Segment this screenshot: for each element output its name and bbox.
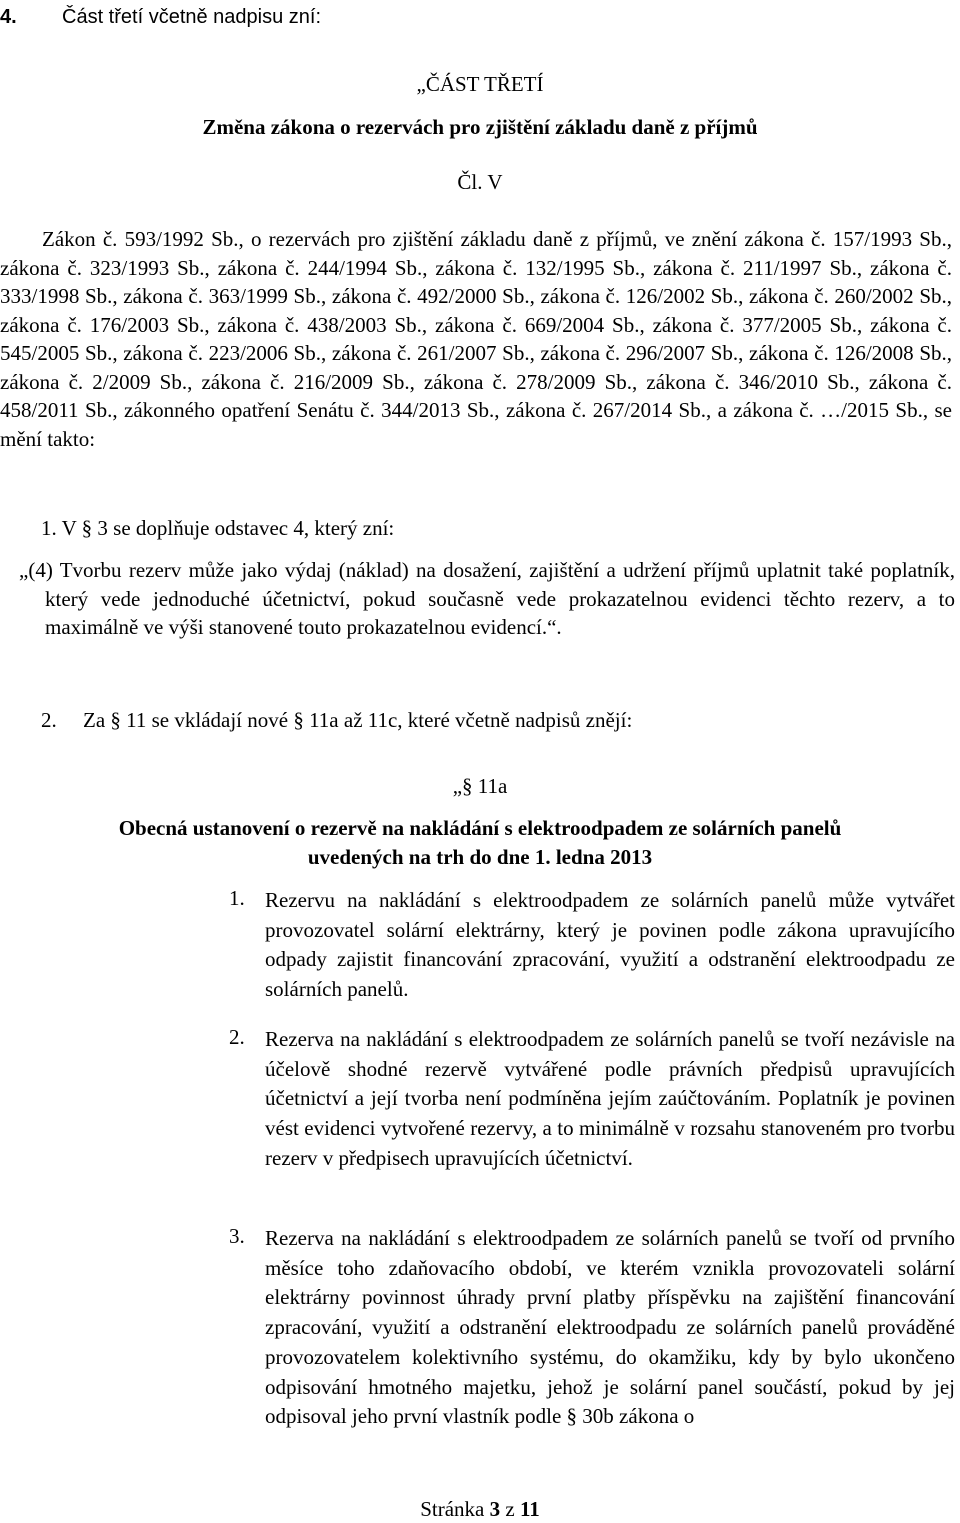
part-title: „ČÁST TŘETÍ — [416, 72, 544, 96]
article-number: Čl. V — [457, 170, 503, 194]
point-1-quote: „(4) Tvorbu rezerv může jako výdaj (náklad) na dosažení, zajištění a udržení příjmů uplatnit také poplatník, který vede jednoduché účetnictví, pokud současně vede prokazatelnou evidenci těchto rezerv, a to maximálně ve výši stanovené touto prokazatelnou evidencí.“. — [19, 558, 955, 639]
section-title: „§ 11a — [452, 774, 508, 798]
item-text: Rezerva na nakládání s elektroodpadem ze solárních panelů se tvoří nezávisle na účelově shodné rezervě vytvářené podle právních předpisů upravujících účetnictví a její tvorba není podmíněna jejím zaúčtováním. Poplatník je povinen vést evidenci vytvořené rezervy, a to minimálně v rozsahu stanoveném pro tvorbu rezerv v předpisech upravujících účetnictví. — [265, 1027, 955, 1170]
item-number: 1. — [229, 886, 245, 910]
footer-page-number: 3 — [489, 1497, 501, 1521]
item-text: Rezervu na nakládání s elektroodpadem ze solárních panelů může vytvářet provozovatel solární elektrárny, který je povinen podle zákona upravujícího odpady zajistit financování zpracování, využití a odstranění elektroodpadu ze solárních panelů. — [265, 888, 955, 1002]
intro-paragraph: Zákon č. 593/1992 Sb., o rezervách pro zjištění základu daně z příjmů, ve znění zákona č. 157/1993 Sb., zákona č. 323/1993 Sb., zákona č. 244/1994 Sb., zákona č. 132/1995 Sb., zákona č. 211/1997 Sb., zákona č. 333/1998 Sb., zákona č. 363/1999 Sb., zákona č. 492/2000 Sb., zákona č. 126/2002 Sb., zákona č. 260/2002 Sb., zákona č. 176/2003 Sb., zákona č. 438/2003 Sb., zákona č. 669/2004 Sb., zákona č. 377/2005 Sb., zákona č. 545/2005 Sb., zákona č. 223/2006 Sb., zákona č. 261/2007 Sb., zákona č. 296/2007 Sb., zákona č. 126/2008 Sb., zákona č. 2/2009 Sb., zákona č. 216/2009 Sb., zákona č. 278/2009 Sb., zákona č. 346/2010 Sb., zákona č. 458/2011 Sb., zákonného opatření Senátu č. 344/2013 Sb., zákona č. 267/2014 Sb., a zákona č. …/2015 Sb., se mění takto: — [0, 227, 952, 451]
section-heading-line-2: uvedených na trh do dne 1. ledna 2013 — [307, 845, 653, 869]
header-text: Část třetí včetně nadpisu zní: — [62, 6, 322, 28]
item-text: Rezerva na nakládání s elektroodpadem ze solárních panelů se tvoří od prvního měsíce toho zdaňovacího období, ve kterém vznikla provozovateli solární elektrárny povinnost úhrady první platby příspěvku na zajištění financování zpracování, využití a odstranění elektroodpadu ze solárních panelů prováděné provozovatelem kolektivního systému, do okamžiku, kdy by bylo ukončeno odpisování hmotného majetku, jehož je solární panel součástí, pokud by jej odpisoval jeho první vlastník podle § 30b zákona o — [265, 1226, 955, 1429]
header-number: 4. — [0, 6, 17, 28]
footer-middle: z — [500, 1497, 520, 1521]
section-heading-line-1: Obecná ustanovení o rezervě na nakládání s elektroodpadem ze solárních panelů — [118, 816, 842, 840]
page-footer — [0, 1497, 960, 1522]
item-number: 3. — [229, 1224, 245, 1248]
part-subtitle: Změna zákona o rezervách pro zjištění základu daně z příjmů — [202, 115, 758, 139]
footer-page-total: 11 — [519, 1497, 540, 1521]
point-2-text: 2. Za § 11 se vkládají nové § 11a až 11c, které včetně nadpisů znějí: — [41, 708, 633, 732]
item-number: 2. — [229, 1025, 245, 1049]
point-1-text: 1. V § 3 se doplňuje odstavec 4, který zní: — [41, 516, 395, 540]
footer-prefix: Stránka — [420, 1497, 490, 1521]
